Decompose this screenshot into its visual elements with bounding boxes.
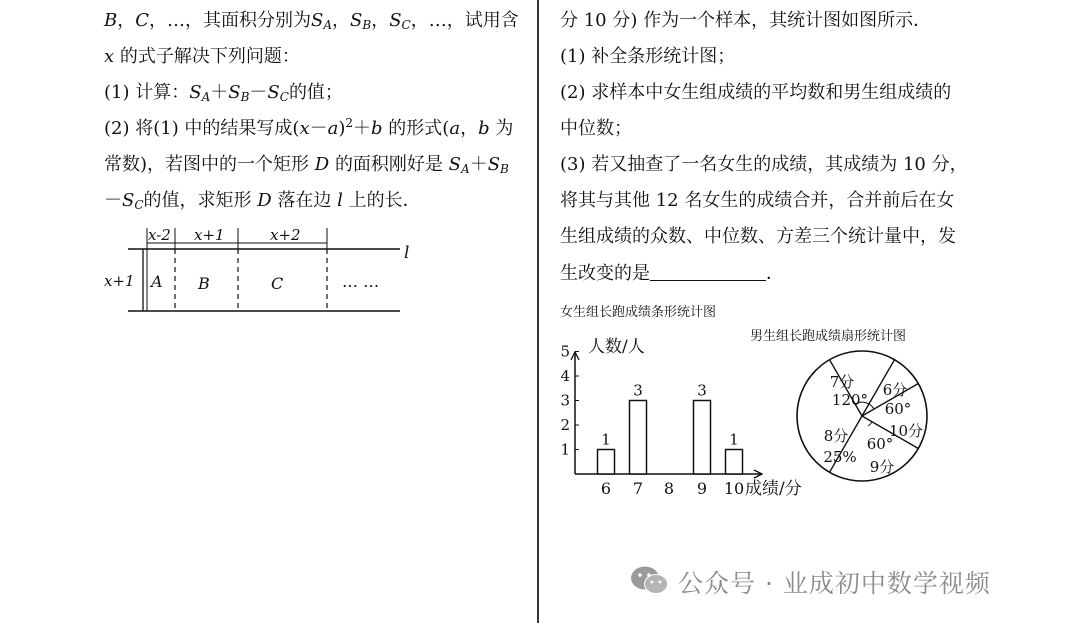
question-3-cont-2: 生组成绩的众数、中位数、方差三个统计量中，发 [560, 226, 956, 247]
dots-label: … … [342, 272, 380, 291]
bar-7 [630, 401, 647, 475]
rect-b-label: B [198, 274, 210, 293]
side-label: x+1 [104, 272, 135, 290]
pie-slice-value-3: 60° [866, 435, 894, 453]
y-axis-label: 人数/人 [588, 337, 645, 357]
y-tick-label-2: 2 [560, 416, 570, 434]
bar-6 [598, 450, 615, 475]
bar-value-label-6: 1 [601, 430, 611, 449]
text-line-1: B，C，…，其面积分别为$S_A$，$S_B$，$S_C$，…，试用含 [104, 10, 519, 32]
bar-10 [726, 450, 743, 475]
y-tick-label-4: 4 [560, 367, 570, 385]
question-2-cont-1: 常数)，若图中的一个矩形 D 的面积刚好是 $S_A+S_B$ [104, 154, 509, 176]
rect-a-label: A [151, 272, 163, 291]
pie-slice-label-3: 9分 [869, 458, 895, 476]
top-label-3: x+2 [270, 226, 301, 244]
x-tick-label-6: 6 [600, 479, 612, 498]
x-tick-label-9: 9 [696, 479, 708, 498]
wechat-icon [628, 562, 672, 598]
bar-9 [694, 401, 711, 475]
question-2: (2) 求样本中女生组成绩的平均数和男生组成绩的 [560, 82, 952, 103]
x-tick-label-8: 8 [663, 479, 675, 498]
question-2-cont: 中位数； [560, 118, 632, 139]
pie-slice-label-2: 10分 [888, 422, 924, 440]
question-3: (3) 若又抽查了一名女生的成绩，其成绩为 10 分， [560, 154, 968, 175]
pie-slice-label-1: 6分 [882, 381, 908, 399]
pie-slice-value-5: 120° [831, 391, 869, 409]
top-label-1: x-2 [148, 226, 171, 244]
text-line-1: 分 10 分) 作为一个样本，其统计图如图所示． [560, 10, 932, 31]
x-tick-label-10: 10 [723, 479, 745, 498]
y-tick-label-3: 3 [560, 391, 570, 410]
question-1: (1) 计算：$S_A+S_B-S_C$的值； [104, 82, 343, 104]
question-2-cont-2: $-S_C$的值，求矩形 D 落在边 l 上的长． [104, 190, 421, 212]
text-line-2: x 的式子解决下列问题： [104, 46, 300, 67]
x-tick-label-7: 7 [632, 479, 644, 498]
watermark-text: 公众号 · 业成初中数学视频 [678, 569, 991, 598]
pie-chart-title: 男生组长跑成绩扇形统计图 [750, 329, 907, 344]
watermark [628, 560, 1058, 600]
male-pie-chart [750, 328, 927, 481]
x-axis-label: 成绩/分 [745, 479, 802, 499]
y-tick-label-1: 1 [560, 440, 570, 459]
rect-c-label: C [271, 274, 284, 293]
question-1: (1) 补全条形统计图； [560, 46, 736, 67]
question-3-cont-1: 将其与其他 12 名女生的成绩合并，合并前后在女 [560, 190, 955, 211]
y-tick-label-5: 5 [560, 342, 570, 361]
pie-slice-label-4: 8分 [823, 427, 849, 445]
question-2: (2) 将(1) 中的结果写成$(x-a)^2+b$ 的形式(a，b 为 [104, 116, 514, 139]
question-3-cont-3: 生改变的是 ． [560, 260, 784, 287]
bar-value-label-9: 3 [697, 381, 707, 400]
pie-slice-value-1: 60° [884, 400, 912, 418]
pie-slice-value-4: 25% [823, 448, 857, 466]
bar-chart-title: 女生组长跑成绩条形统计图 [560, 305, 717, 320]
pie-slice-label-5: 7分 [829, 373, 855, 391]
line-label: l [404, 243, 410, 263]
bar-value-label-10: 1 [729, 430, 739, 449]
top-label-2: x+1 [194, 226, 225, 244]
bar-value-label-7: 3 [633, 381, 643, 400]
